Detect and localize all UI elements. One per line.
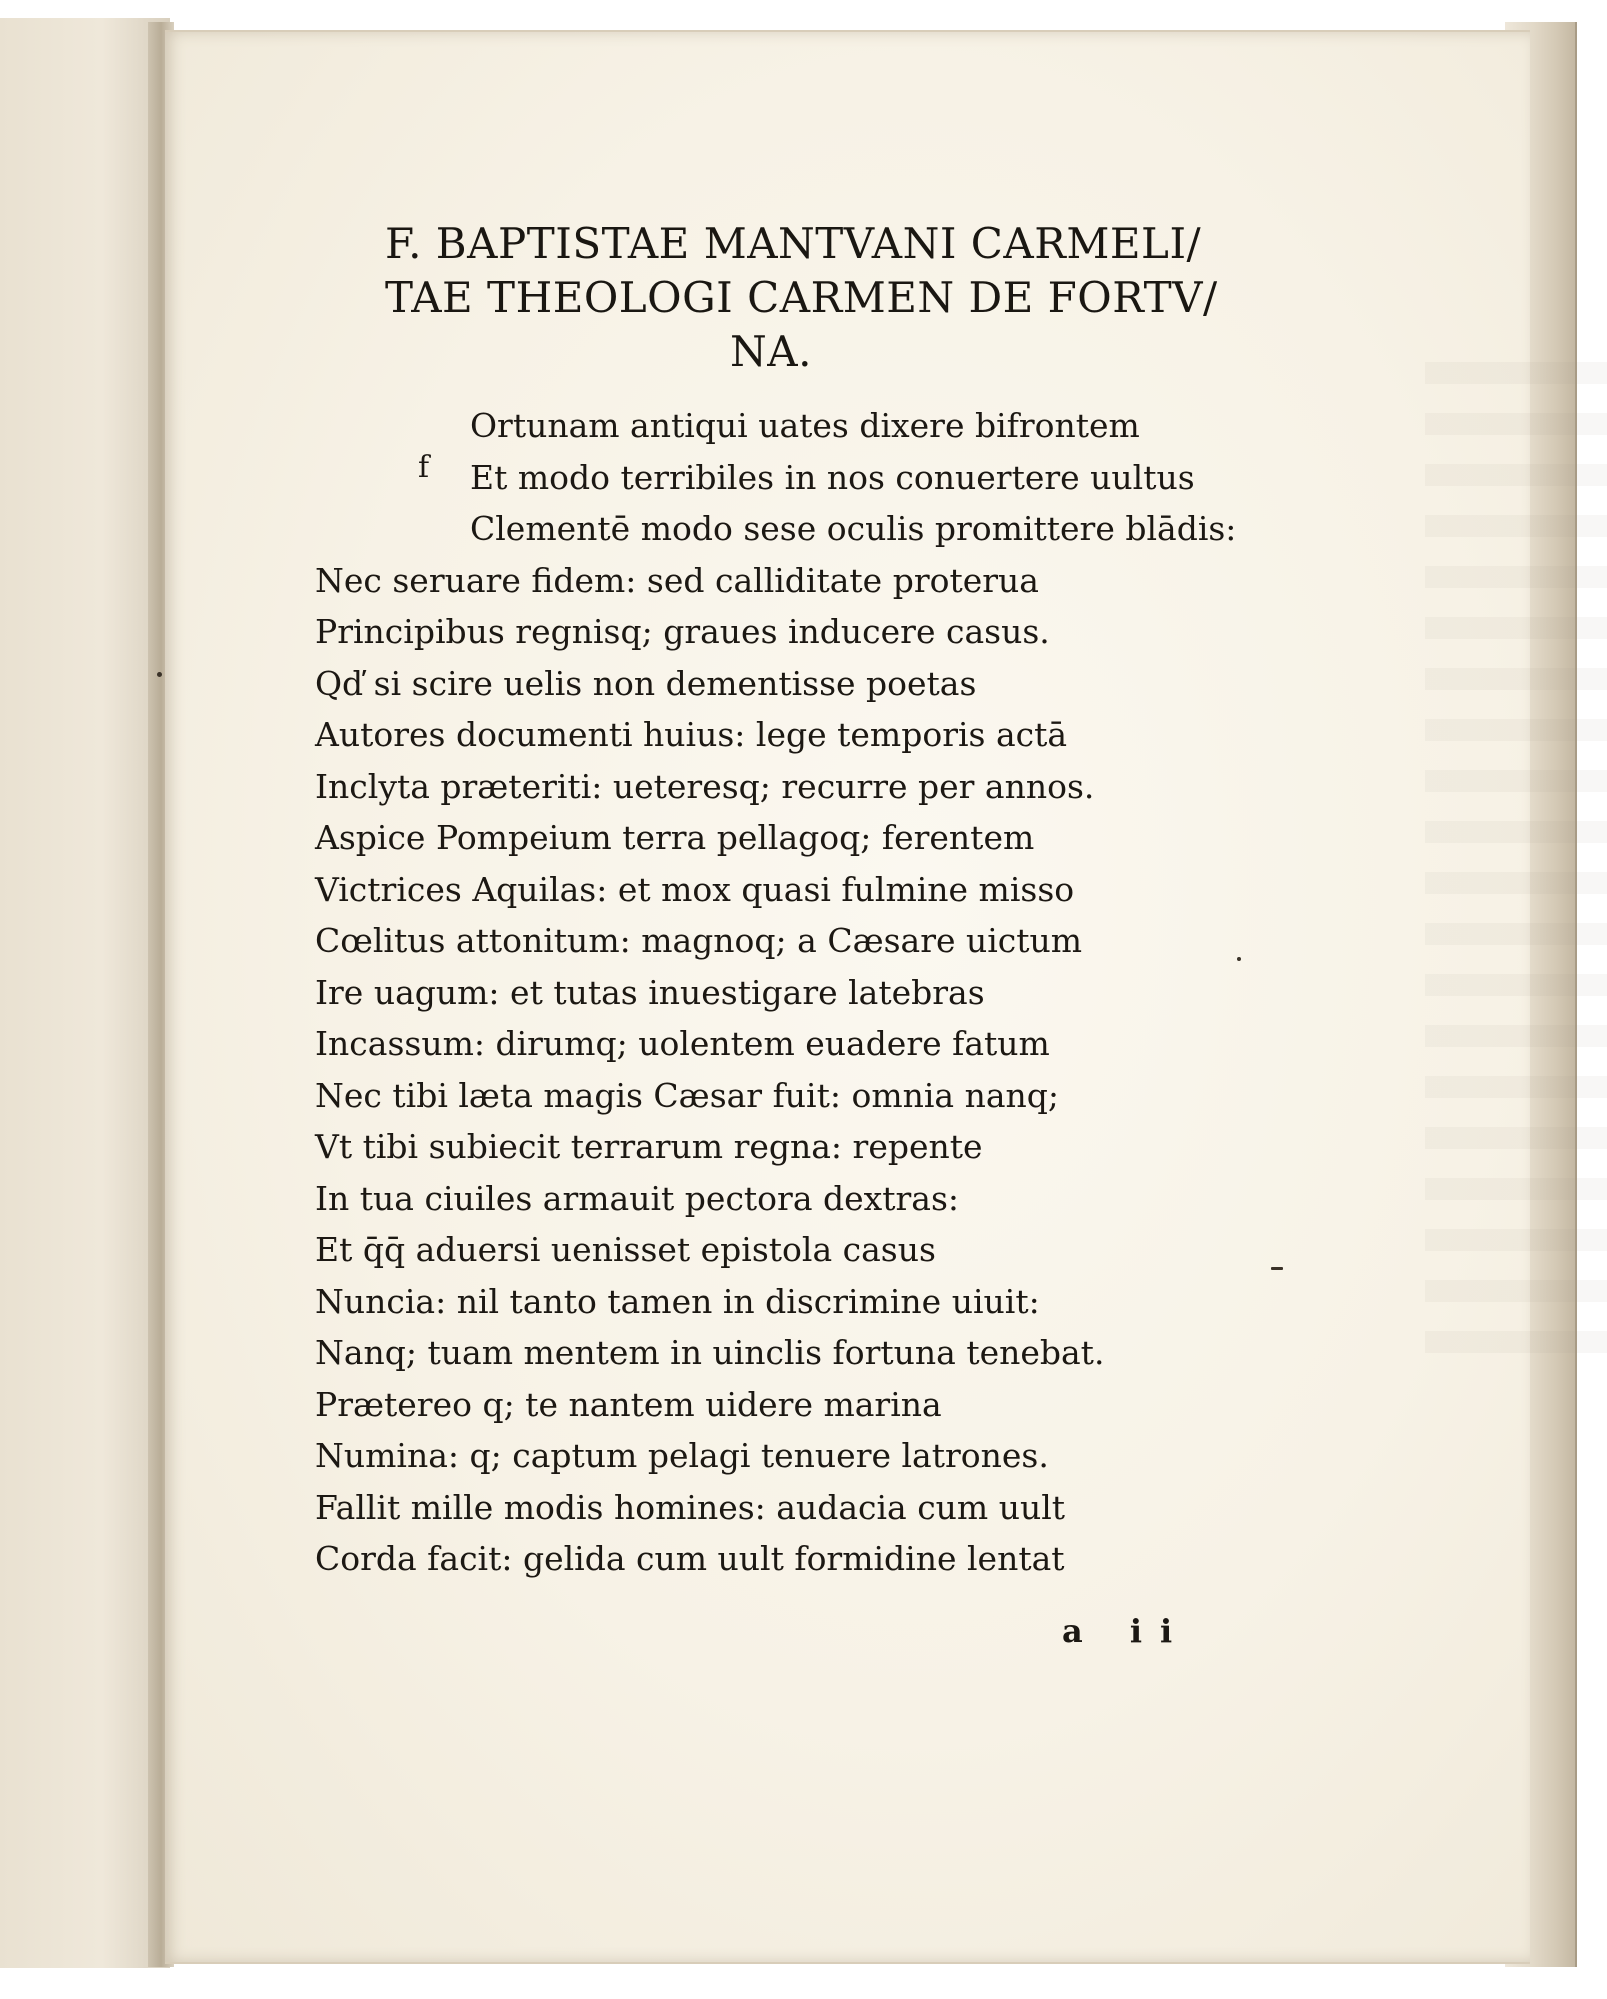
left-page bbox=[0, 18, 170, 1968]
verse-line: Nec tibi læta magis Cæsar fuit: omnia nanq; bbox=[315, 1075, 1060, 1115]
ink-mark bbox=[1271, 1267, 1283, 1270]
verse-line: Ortunam antiqui uates dixere bifrontem bbox=[470, 406, 1140, 445]
verse-block bbox=[315, 400, 1355, 1585]
verse-line: Numina: q; captum pelagi tenuere latrones. bbox=[315, 1436, 1049, 1475]
verse-line: Nuncia: nil tanto tamen in discrimine uiuit: bbox=[315, 1281, 1040, 1321]
title-line-1: F. BAPTISTAE MANTVANI CARMELI/ bbox=[385, 219, 1202, 268]
verse-line: Nanq; tuam mentem in uinclis fortuna tenebat. bbox=[315, 1333, 1105, 1372]
page-title bbox=[385, 217, 1385, 379]
title-line-2: TAE THEOLOGI CARMEN DE FORTV/ bbox=[385, 273, 1218, 322]
verse-line: Vt tibi subiecit terrarum regna: repente bbox=[315, 1127, 983, 1166]
verse-line: Autores documenti huius: lege temporis actā bbox=[315, 715, 1068, 754]
verse-line: Victrices Aquilas: et mox quasi fulmine misso bbox=[315, 869, 1075, 909]
verse-line: Incassum: dirumq; uolentem euadere fatum bbox=[315, 1024, 1050, 1063]
ink-speck bbox=[1237, 957, 1241, 961]
verse-line: Principibus regnisq; graues inducere casus. bbox=[315, 612, 1050, 651]
verse-line: Nec seruare fidem: sed calliditate proterua bbox=[315, 560, 1039, 600]
verse-line: Fallit mille modis homines: audacia cum uult bbox=[315, 1487, 1066, 1527]
show-through bbox=[1425, 362, 1607, 1362]
verse-line: In tua ciuiles armauit pectora dextras: bbox=[315, 1178, 960, 1218]
title-line-3: NA. bbox=[730, 327, 812, 376]
verse-line: Aspice Pompeium terra pellagoq; ferentem bbox=[315, 818, 1035, 857]
verse-line: Prætereo q; te nantem uidere marina bbox=[315, 1384, 942, 1424]
verse-line: Inclyta præteriti: ueteresq; recurre per annos. bbox=[315, 766, 1095, 806]
verse-line: Clementē modo sese oculis promittere blādis: bbox=[470, 509, 1237, 548]
guide-letter: f bbox=[418, 450, 430, 485]
verse-line: Ire uagum: et tutas inuestigare latebras bbox=[315, 972, 985, 1012]
right-page bbox=[165, 30, 1530, 1964]
verse-line: Et q̄q̄ aduersi uenisset epistola casus bbox=[315, 1230, 936, 1269]
signature-mark: a ii bbox=[1062, 1612, 1191, 1650]
verse-line: Cœlitus attonitum: magnoq; a Cæsare uictum bbox=[315, 921, 1083, 960]
verse-line: Qď si scire uelis non dementisse poetas bbox=[315, 663, 977, 703]
verse-line: Corda facit: gelida cum uult formidine lentat bbox=[315, 1539, 1065, 1578]
verse-line: Et modo terribiles in nos conuertere uultus bbox=[470, 457, 1195, 497]
binding-speck bbox=[157, 672, 162, 677]
